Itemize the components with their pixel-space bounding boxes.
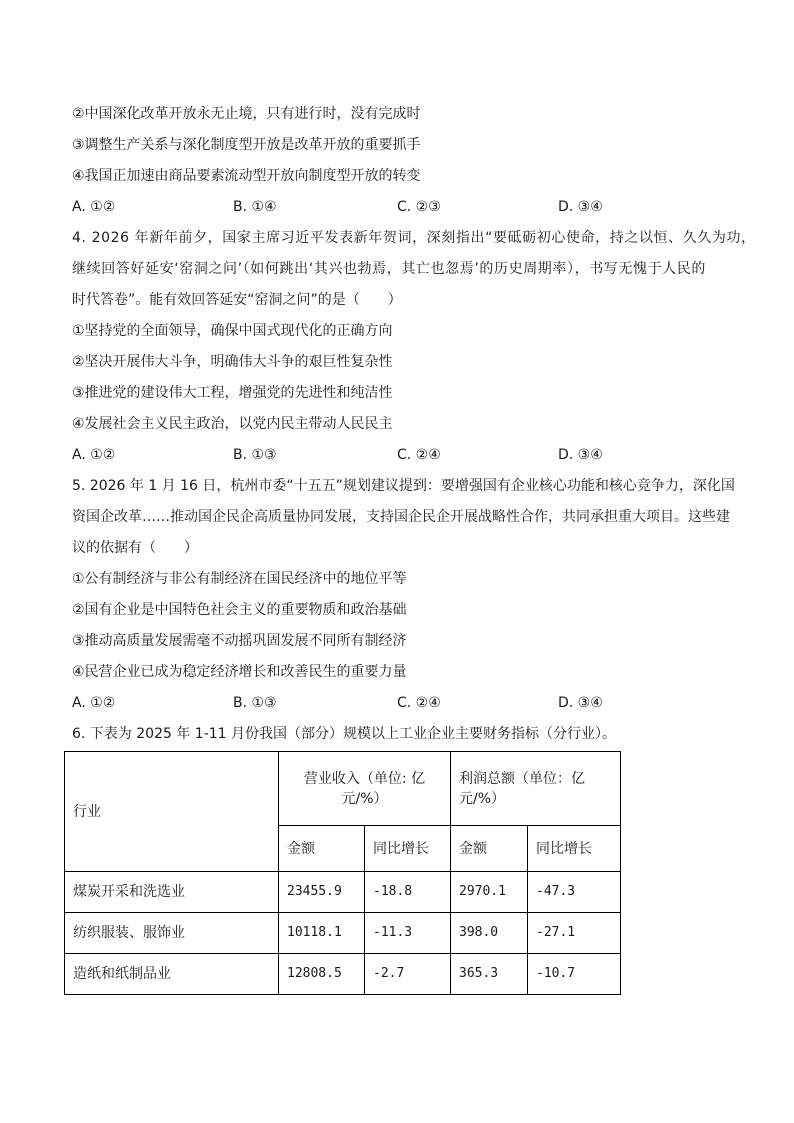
subheader-profit-growth: 同比增长 (528, 826, 621, 872)
table-row (65, 872, 621, 913)
q4-statement-2: ②坚决开展伟大斗争，明确伟大斗争的艰巨性复杂性 (72, 354, 393, 370)
q5-choice-d[interactable]: D. ③④ (558, 695, 603, 711)
q3-statement-4: ④我国正加速由商品要素流动型开放向制度型开放的转变 (72, 168, 421, 184)
q5-stem-line-3: 议的依据有（ ） (72, 540, 198, 556)
subheader-profit-amount: 金额 (451, 826, 528, 872)
q4-statement-4: ④发展社会主义民主政治，以党内民主带动人民民主 (72, 416, 393, 432)
q4-stem-line-1: 4. 2026 年新年前夕，国家主席习近平发表新年贺词，深刻指出“要砥砺初心使命，持之以恒、久久为功， (72, 230, 756, 246)
q6-stem: 6. 下表为 2025 年 1-11 月份我国（部分）规模以上工业企业主要财务指标（分行业）。 (72, 726, 617, 742)
q3-statement-3: ③调整生产关系与深化制度型开放是改革开放的重要抓手 (72, 137, 421, 153)
q5-statement-1: ①公有制经济与非公有制经济在国民经济中的地位平等 (72, 571, 407, 587)
q4-choice-a[interactable]: A. ①② (72, 447, 116, 463)
cell-profit-growth: -10.7 (528, 954, 621, 995)
q4-stem-line-2: 继续回答好延安‘窑洞之问’（如何跳出‘其兴也勃焉，其亡也忽焉’的历史周期率），书写无愧于人民的 (72, 261, 706, 277)
q4-choice-b[interactable]: B. ①③ (233, 447, 277, 463)
cell-industry: 造纸和纸制品业 (65, 954, 279, 995)
cell-revenue-amount: 12808.5 (279, 954, 365, 995)
cell-revenue-growth: -2.7 (365, 954, 451, 995)
q3-choice-a[interactable]: A. ①② (72, 199, 116, 215)
cell-industry: 煤炭开采和洗选业 (65, 872, 279, 913)
q3-choice-b[interactable]: B. ①④ (233, 199, 277, 215)
cell-profit-amount: 398.0 (451, 913, 528, 954)
header-revenue: 营业收入（单位: 亿元/%） (279, 752, 451, 826)
header-profit: 利润总额（单位：亿元/%） (451, 752, 621, 826)
q5-choice-c[interactable]: C. ②④ (397, 695, 441, 711)
q5-statement-4: ④民营企业已成为稳定经济增长和改善民生的重要力量 (72, 664, 407, 680)
q4-choice-c[interactable]: C. ②④ (397, 447, 441, 463)
table-row (65, 913, 621, 954)
q5-statement-2: ②国有企业是中国特色社会主义的重要物质和政治基础 (72, 602, 407, 618)
q4-stem-line-3: 时代答卷”。能有效回答延安“窑洞之问”的是（ ） (72, 292, 402, 308)
q5-choice-a[interactable]: A. ①② (72, 695, 116, 711)
q3-choice-d[interactable]: D. ③④ (558, 199, 603, 215)
q4-choice-d[interactable]: D. ③④ (558, 447, 603, 463)
cell-revenue-growth: -11.3 (365, 913, 451, 954)
q5-stem-line-2: 资国企改革……推动国企民企高质量协同发展，支持国企民企开展战略性合作，共同承担重大项目。这些建 (72, 509, 730, 525)
q3-statement-2: ②中国深化改革开放永无止境，只有进行时，没有完成时 (72, 106, 421, 122)
q3-choice-c[interactable]: C. ②③ (397, 199, 441, 215)
q5-choice-b[interactable]: B. ①③ (233, 695, 277, 711)
industry-financial-table (64, 751, 621, 995)
q4-statement-3: ③推进党的建设伟大工程，增强党的先进性和纯洁性 (72, 385, 393, 401)
header-industry: 行业 (65, 752, 279, 872)
cell-profit-growth: -27.1 (528, 913, 621, 954)
q5-statement-3: ③推动高质量发展需毫不动摇巩固发展不同所有制经济 (72, 633, 407, 649)
cell-revenue-amount: 10118.1 (279, 913, 365, 954)
q4-statement-1: ①坚持党的全面领导，确保中国式现代化的正确方向 (72, 323, 393, 339)
cell-revenue-growth: -18.8 (365, 872, 451, 913)
table-row (65, 954, 621, 995)
cell-profit-amount: 2970.1 (451, 872, 528, 913)
cell-profit-amount: 365.3 (451, 954, 528, 995)
q5-stem-line-1: 5. 2026 年 1 月 16 日，杭州市委“十五五”规划建议提到：要增强国有企业核心功能和核心竞争力，深化国 (72, 478, 735, 494)
cell-profit-growth: -47.3 (528, 872, 621, 913)
subheader-revenue-growth: 同比增长 (365, 826, 451, 872)
table-header-row (65, 752, 621, 826)
cell-industry: 纺织服装、服饰业 (65, 913, 279, 954)
cell-revenue-amount: 23455.9 (279, 872, 365, 913)
subheader-revenue-amount: 金额 (279, 826, 365, 872)
